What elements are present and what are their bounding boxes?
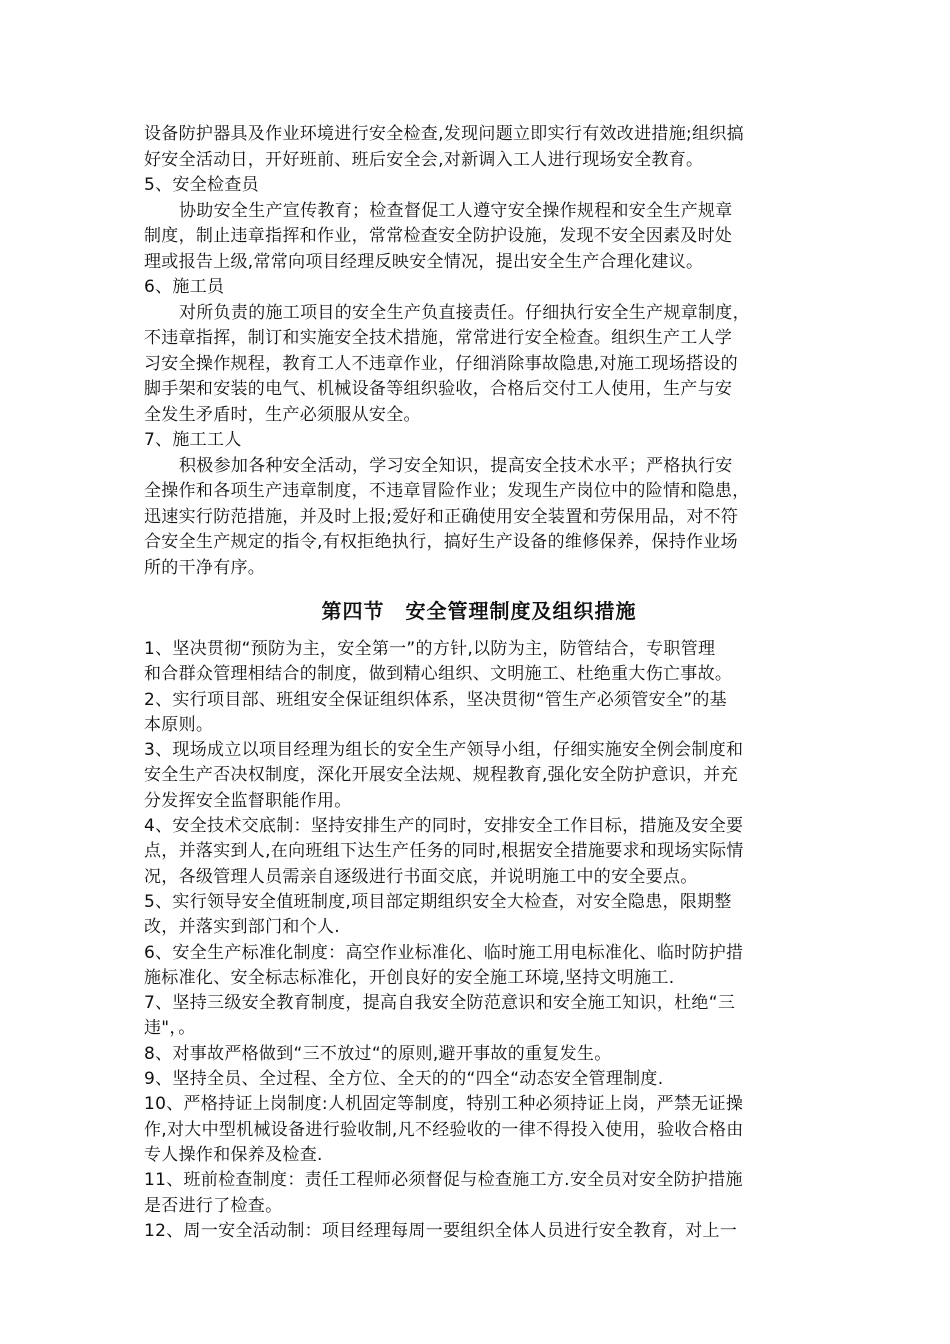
paragraph-line: 迅速实行防范措施，并及时上报;爱好和正确使用安全装置和劳保用品，对不符: [144, 506, 739, 527]
list-item-line: 1、坚决贯彻“预防为主，安全第一”的方针,以防为主，防管结合，专职管理: [144, 639, 716, 659]
list-item-line: 况，各级管理人员需亲自逐级进行书面交底，并说明施工中的安全要点。: [144, 866, 698, 887]
role-title: 5、安全检查员: [144, 175, 259, 195]
list-item: [144, 637, 814, 688]
list-item: [144, 738, 814, 814]
list-item: [144, 1042, 814, 1067]
list-item: [144, 688, 814, 739]
role-construction-officer: [144, 275, 814, 428]
role-security-inspector: [144, 173, 814, 275]
list-item-line: 2、实行项目部、班组安全保证组织体系，坚决贯彻“管生产必须管安全”的基: [144, 689, 727, 710]
list-item-line: 9、坚持全员、全过程、全方位、全天的的“四全“动态安全管理制度.: [144, 1069, 664, 1090]
paragraph-line: 全操作和各项生产违章制度，不违章冒险作业；发现生产岗位中的险情和隐患，: [144, 481, 750, 501]
list-item-line: 是否进行了检查。: [144, 1195, 283, 1216]
list-item: [144, 814, 814, 890]
paragraph-line: 对所负责的施工项目的安全生产负直接责任。仔细执行安全生产规章制度，: [179, 302, 750, 323]
list-item-line: 4、安全技术交底制：坚持安排生产的同时，安排安全工作目标，措施及安全要: [144, 816, 744, 837]
list-item: [144, 941, 814, 992]
list-item-line: 8、对事故严格做到“三不放过“的原则,避开事故的重复发生。: [144, 1043, 612, 1064]
list-item: [144, 1219, 814, 1244]
role-title: 6、施工员: [144, 277, 225, 297]
list-item: [144, 1092, 814, 1168]
list-item-line: 安全生产否决权制度，深化开展安全法规、规程教育,强化安全防护意识，并充: [144, 765, 738, 786]
role-construction-worker: [144, 428, 814, 581]
list-item: [144, 1168, 814, 1219]
paragraph-line: 合安全生产规定的指令,有权拒绝执行，搞好生产设备的维修保养，保持作业场: [144, 532, 738, 552]
list-item-line: 5、实行领导安全值班制度,项目部定期组织安全大检查，对安全隐患，限期整: [144, 891, 732, 912]
list-item-line: 和合群众管理相结合的制度，做到精心组织、文明施工、杜绝重大伤亡事故。: [144, 664, 733, 685]
management-rules-list: [144, 637, 814, 1244]
paragraph-line: 所的干净有序。: [144, 557, 266, 578]
list-item-line: 11、班前检查制度：责任工程师必须督促与检查施工方.安全员对安全防护措施: [144, 1170, 743, 1191]
list-item-line: 作,对大中型机械设备进行验收制,凡不经验收的一律不得投入使用，验收合格由: [144, 1119, 744, 1140]
paragraph-line: 设备防护器具及作业环境进行安全检查,发现问题立即实行有效改进措施;组织搞: [144, 124, 744, 144]
paragraph-line: 积极参加各种安全活动，学习安全知识，提高安全技术水平；严格执行安: [179, 455, 733, 476]
list-item: [144, 1067, 814, 1092]
list-item-line: 违"，。: [144, 1018, 196, 1039]
list-item: [144, 991, 814, 1042]
paragraph-line: 不违章指挥，制订和实施安全技术措施，常常进行安全检查。组织生产工人学: [144, 328, 733, 348]
paragraph-line: 好安全活动日，开好班前、班后安全会,对新调入工人进行现场安全教育。: [144, 149, 704, 170]
role-title: 7、施工工人: [144, 430, 242, 450]
list-item-line: 改，并落实到部门和个人.: [144, 917, 341, 938]
paragraph-line: 理或报告上级,常常向项目经理反映安全情况，提出安全生产合理化建议。: [144, 251, 704, 272]
paragraph-line: 全发生矛盾时，生产必须服从安全。: [144, 404, 421, 425]
list-item-line: 3、现场成立以项目经理为组长的安全生产领导小组，仔细实施安全例会制度和: [144, 740, 744, 761]
paragraph-line: 协助安全生产宣传教育；检查督促工人遵守安全操作规程和安全生产规章: [179, 200, 733, 221]
section-continuation: [144, 122, 814, 173]
paragraph-line: 习安全操作规程，教育工人不违章作业，仔细消除事故隐患,对施工现场搭设的: [144, 353, 738, 374]
list-item-line: 点，并落实到人,在向班组下达生产任务的同时,根据安全措施要求和现场实际情: [144, 841, 744, 862]
list-item-line: 10、严格持证上岗制度:人机固定等制度，特别工种必须持证上岗，严禁无证操: [144, 1094, 744, 1115]
list-item-line: 12、周一安全活动制：项目经理每周一要组织全体人员进行安全教育，对上一: [144, 1220, 738, 1241]
document-body: [144, 122, 814, 1244]
list-item-line: 施标准化、安全标志标准化，开创良好的安全施工环境,坚持文明施工.: [144, 967, 675, 988]
list-item-line: 分发挥安全监督职能作用。: [144, 790, 352, 811]
list-item-line: 专人操作和保养及检查.: [144, 1144, 323, 1165]
list-item: [144, 890, 814, 941]
paragraph-line: 脚手架和安装的电气、机械设备等组织验收，合格后交付工人使用，生产与安: [144, 379, 733, 399]
paragraph-line: 制度，制止违章指挥和作业，常常检查安全防护设施，发现不安全因素及时处: [144, 226, 733, 246]
list-item-line: 本原则。: [144, 714, 214, 735]
list-item-line: 6、安全生产标准化制度：高空作业标准化、临时施工用电标准化、临时防护措: [144, 942, 744, 963]
list-item-line: 7、坚持三级安全教育制度，提高自我安全防范意识和安全施工知识，杜绝“三: [144, 993, 736, 1014]
section-heading: 第四节 安全管理制度及组织措施: [321, 599, 637, 623]
